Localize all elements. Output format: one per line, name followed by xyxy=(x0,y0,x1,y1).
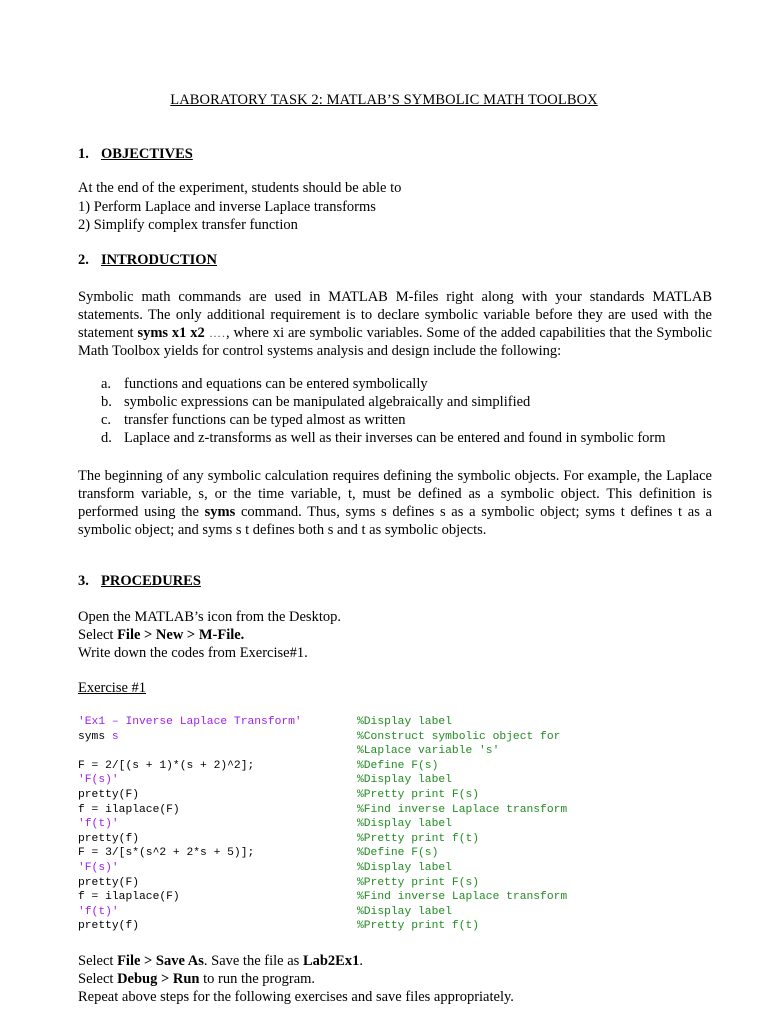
after-step-1 xyxy=(78,953,363,970)
code-line xyxy=(78,905,302,920)
para-text: Symbolic math commands are used in MATLAB M-files right along with your standards MATLAB statements. The only additional requirement is to declare symbolic variable before they are used with the statement xyxy=(78,289,712,341)
capability-item-a xyxy=(101,376,428,393)
section-number: 2. xyxy=(78,252,89,268)
objective-item-2: 2) Simplify complex transfer function xyxy=(78,217,298,233)
code-line xyxy=(78,744,302,759)
page-title: LABORATORY TASK 2: MATLAB’S SYMBOLIC MATH TOOLBOX xyxy=(170,92,598,108)
procedure-step-3: Write down the codes from Exercise#1. xyxy=(78,645,308,661)
code-text: pretty(f) xyxy=(78,832,140,845)
step-text: Select xyxy=(78,953,118,969)
section-objectives-heading xyxy=(78,146,193,163)
code-comment: %Display label xyxy=(357,861,452,874)
code-text: F = 2/[(s + 1)*(s + 2)^2]; xyxy=(78,759,255,772)
code-text: pretty(F) xyxy=(78,788,140,801)
after-step-3: Repeat above steps for the following exercises and save files appropriately. xyxy=(78,989,514,1005)
exercise-label: Exercise #1 xyxy=(78,680,147,696)
code-line xyxy=(78,730,302,745)
section-number: 3. xyxy=(78,573,89,589)
section-title: OBJECTIVES xyxy=(101,146,193,162)
step-text: Select xyxy=(78,971,118,987)
code-line xyxy=(78,788,302,803)
code-text: f = ilaplace(F) xyxy=(78,891,180,904)
code-comment: %Pretty print F(s) xyxy=(357,788,480,801)
code-text: s xyxy=(111,730,119,743)
section-number: 1. xyxy=(78,146,89,162)
code-comment: %Pretty print f(t) xyxy=(357,832,480,845)
code-text: pretty(f) xyxy=(78,920,140,933)
step-text: . Save the file as xyxy=(203,953,303,969)
introduction-paragraph-2 xyxy=(78,467,712,539)
list-marker: b. xyxy=(101,394,112,410)
code-comment: %Display label xyxy=(357,716,452,728)
code-comment: %Define F(s) xyxy=(357,759,439,772)
para-text: command. Thus, syms s defines s as a symbolic object; syms t defines t as a symbolic object; and syms s t defines both s and t as symbolic objects. xyxy=(78,504,712,538)
code-comment: %Find inverse Laplace transform xyxy=(357,891,568,904)
objective-item-1: 1) Perform Laplace and inverse Laplace transforms xyxy=(78,199,376,215)
code-comment: %Define F(s) xyxy=(357,847,439,860)
section-procedures-heading xyxy=(78,573,201,590)
code-comment: %Find inverse Laplace transform xyxy=(357,803,568,816)
procedure-step-1: Open the MATLAB’s icon from the Desktop. xyxy=(78,609,341,625)
step-text: to run the program. xyxy=(199,971,316,987)
para-text: The beginning of any symbolic calculation requires defining the symbolic objects. For example, the Laplace transform variable, s, or the time variable, t, must be defined as a symbolic object. This definition is performed using the xyxy=(78,468,712,520)
code-line xyxy=(78,773,302,788)
code-text: syms xyxy=(78,730,112,743)
list-marker: d. xyxy=(101,430,112,446)
code-text: pretty(F) xyxy=(78,876,140,889)
step-bold: Lab2Ex1 xyxy=(302,953,360,969)
code-text: f = ilaplace(F) xyxy=(78,803,180,816)
code-text: 'F(s)' xyxy=(78,861,119,874)
section-title: PROCEDURES xyxy=(101,573,201,589)
list-text: Laplace and z-transforms as well as their inverses can be entered and found in symbolic form xyxy=(124,430,666,446)
capability-item-c xyxy=(101,412,405,429)
code-comment: %Construct symbolic object for xyxy=(357,730,561,743)
para-bold: syms x1 x2 xyxy=(137,325,205,341)
step-text: . xyxy=(359,953,363,969)
code-line xyxy=(78,803,302,818)
code-line xyxy=(78,861,302,876)
code-comment: %Pretty print f(t) xyxy=(357,920,480,933)
code-line xyxy=(78,890,302,905)
step-text: Select xyxy=(78,627,118,643)
code-block-commands xyxy=(78,715,302,934)
code-line xyxy=(78,759,302,774)
code-line xyxy=(78,817,302,832)
code-line xyxy=(78,876,302,891)
code-line xyxy=(78,715,302,730)
list-text: symbolic expressions can be manipulated algebraically and simplified xyxy=(124,394,531,410)
list-marker: a. xyxy=(101,376,112,392)
code-comment: %Display label xyxy=(357,774,452,787)
step-bold: File > Save As xyxy=(117,953,204,969)
code-line xyxy=(78,846,302,861)
list-text: transfer functions can be typed almost as written xyxy=(124,412,406,428)
code-comment: %Display label xyxy=(357,905,452,918)
code-text: 'Ex1 – Inverse Laplace Transform' xyxy=(78,716,302,728)
code-comment: %Laplace variable 's' xyxy=(357,745,500,758)
code-line xyxy=(78,919,302,934)
step-bold: File > New > M-File. xyxy=(117,627,245,643)
para-bold: syms xyxy=(204,504,236,520)
section-title: INTRODUCTION xyxy=(101,252,218,268)
objectives-intro: At the end of the experiment, students should be able to xyxy=(78,180,402,196)
code-comment: %Display label xyxy=(357,818,452,831)
capability-item-d xyxy=(101,430,666,447)
code-text: F = 3/[s*(s^2 + 2*s + 5)]; xyxy=(78,847,255,860)
list-marker: c. xyxy=(101,412,112,428)
para-text: , where xi are symbolic variables. Some of the added capabilities that the Symbolic Math Toolbox yields for control systems analysis and design include the following: xyxy=(78,325,712,359)
code-text: 'f(t)' xyxy=(78,905,119,918)
code-line xyxy=(78,832,302,847)
step-bold: Debug > Run xyxy=(117,971,200,987)
list-text: functions and equations can be entered symbolically xyxy=(124,376,428,392)
introduction-paragraph-1 xyxy=(78,288,712,360)
code-text: 'F(s)' xyxy=(78,774,119,787)
procedure-step-2 xyxy=(78,627,244,644)
code-comment: %Pretty print F(s) xyxy=(357,876,480,889)
para-dots: …. xyxy=(204,326,227,340)
code-text: 'f(t)' xyxy=(78,818,119,831)
capability-item-b xyxy=(101,394,530,411)
after-step-2 xyxy=(78,971,315,988)
code-block-comments xyxy=(357,715,567,934)
section-introduction-heading xyxy=(78,252,217,269)
